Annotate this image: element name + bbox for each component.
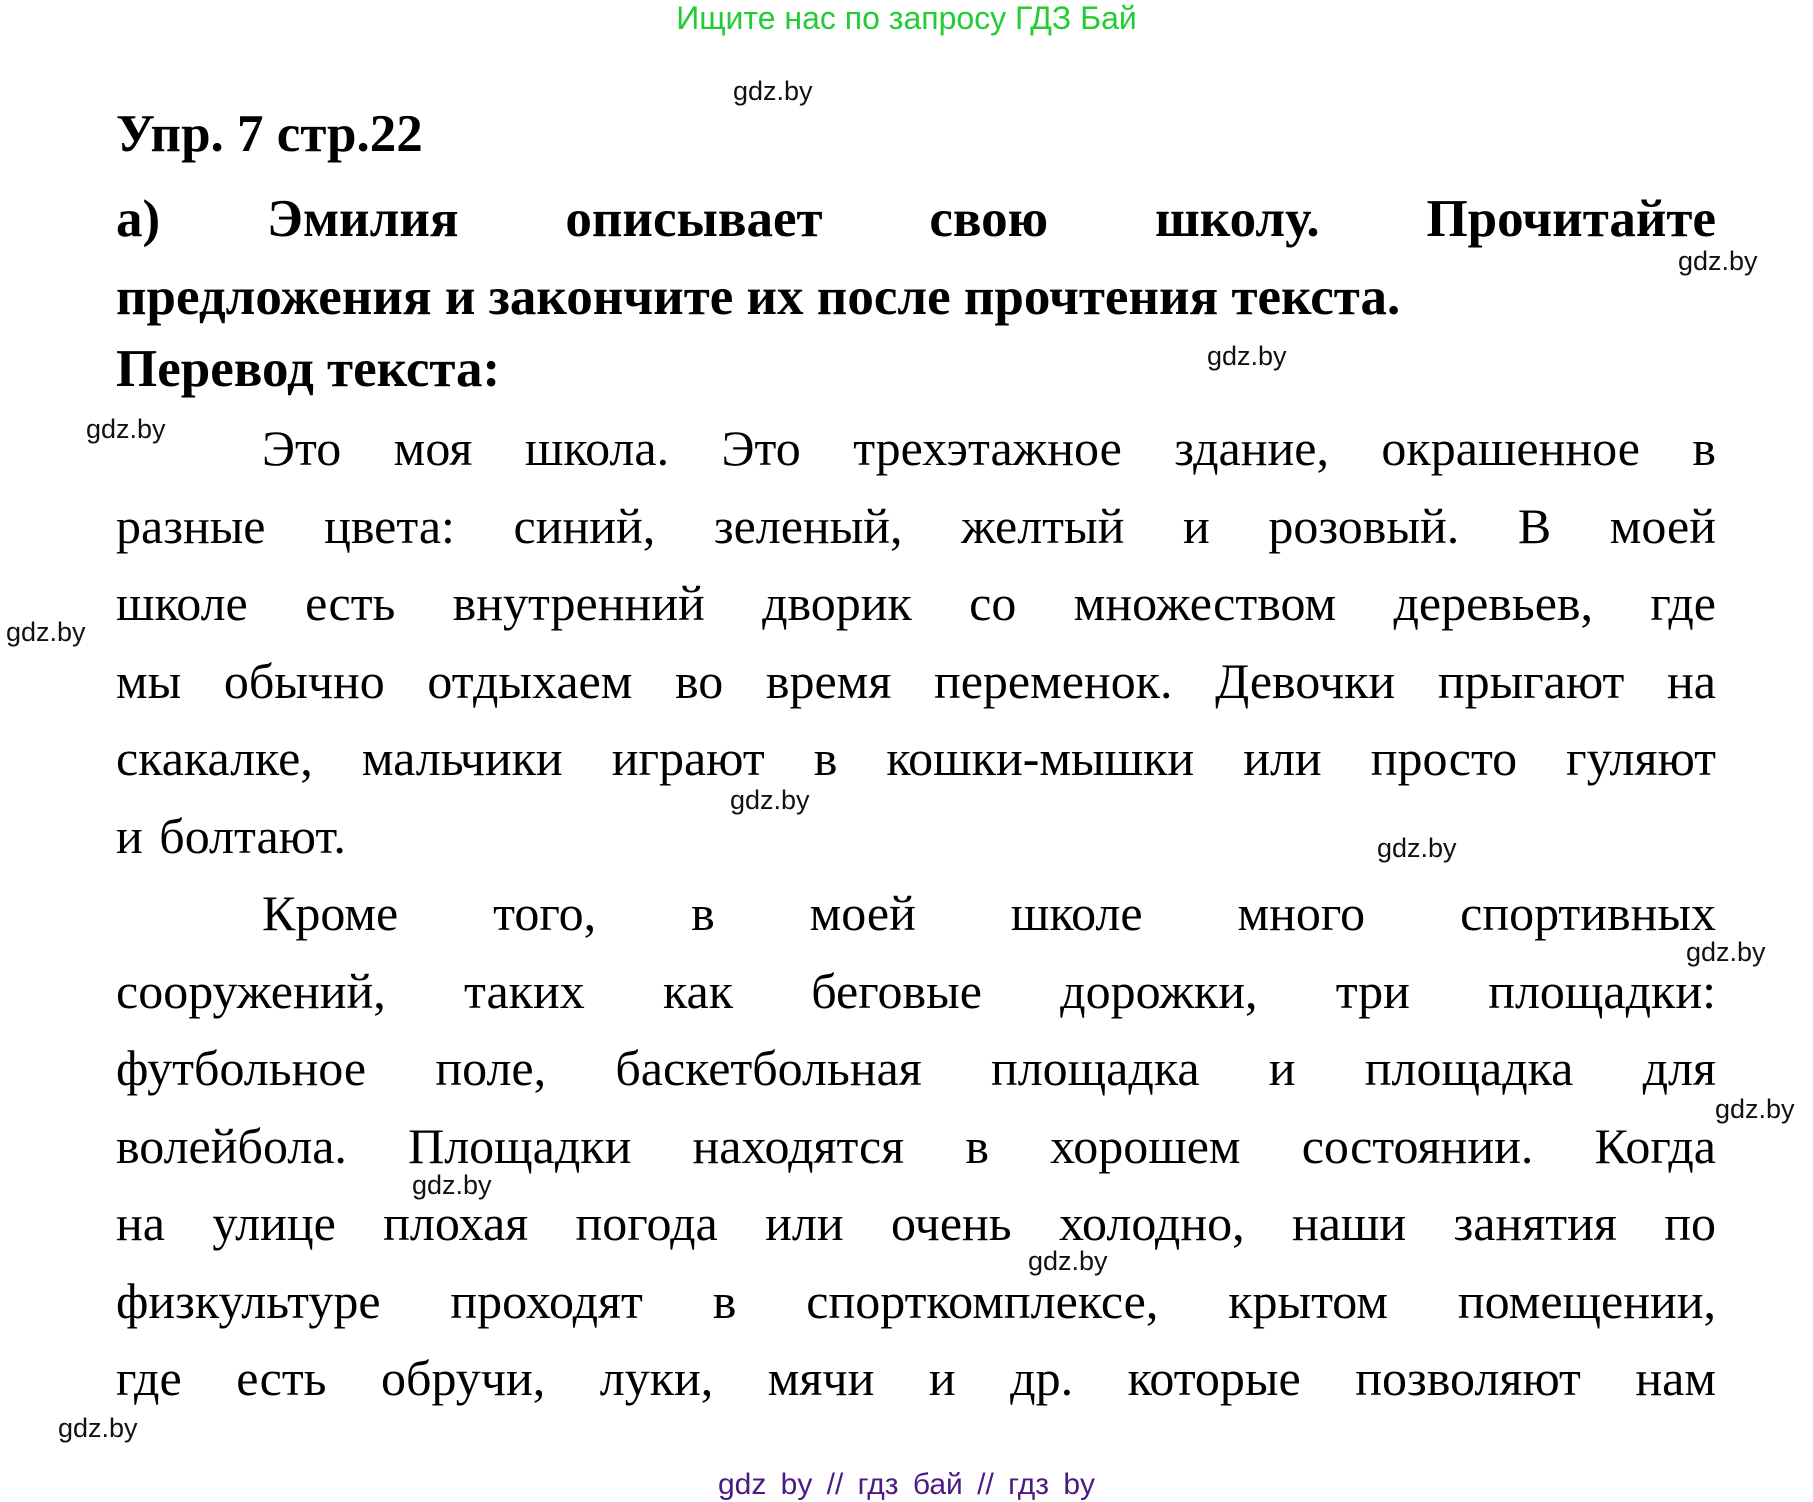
site-footer: gdz by // гдз бай // гдз by [717,1468,1096,1501]
task-line: предложения и закончите их после прочтения текста. [116,268,1401,326]
paragraph-line: на улице плохая погода или очень холодно, наши занятия по [116,1195,1716,1251]
paragraph-line: мы обычно отдыхаем во время переменок. Девочки прыгают на [116,652,1716,709]
watermark-text: gdz.by [86,414,166,444]
paragraph-line: Кроме того, в моей школе много спортивных [262,885,1716,941]
task-line: а) Эмилия описывает свою школу. Прочитайте [116,190,1716,248]
exercise-title: Упр. 7 стр.22 [116,105,423,163]
paragraph-1 [116,410,1716,875]
paragraph-line: физкультуре проходят в спорткомплексе, крытом помещении, [116,1272,1716,1329]
paragraph-line: где есть обручи, луки, мячи и др. которые позволяют нам [116,1350,1716,1406]
watermark-text: gdz.by [1686,937,1766,967]
paragraph-line: скакалке, мальчики играют в кошки-мышки или просто гуляют [116,730,1716,786]
watermark-text: gdz.by [730,785,810,815]
watermark-text: gdz.by [1207,341,1287,371]
search-banner: Ищите нас по запросу ГДЗ Бай [676,0,1137,36]
watermark-text: gdz.by [58,1413,138,1443]
translation-subtitle: Перевод текста: [116,340,501,398]
paragraph-line: волейбола. Площадки находятся в хорошем состоянии. Когда [116,1117,1716,1174]
paragraph-line: Это моя школа. Это трехэтажное здание, окрашенное в [262,420,1716,476]
watermark-text: gdz.by [1715,1094,1795,1124]
watermark-text: gdz.by [6,617,86,647]
watermark-text: gdz.by [1678,246,1758,276]
paragraph-2 [116,875,1716,1418]
task-description [116,180,1716,336]
watermark-text: gdz.by [733,76,813,106]
paragraph-line: сооружений, таких как беговые дорожки, три площадки: [116,962,1716,1019]
paragraph-line: разные цвета: синий, зеленый, желтый и розовый. В моей [116,497,1716,554]
watermark-text: gdz.by [1028,1246,1108,1276]
watermark-text: gdz.by [1377,833,1457,863]
watermark-text: gdz.by [412,1170,492,1200]
paragraph-line: футбольное поле, баскетбольная площадка и площадка для [116,1040,1716,1096]
paragraph-line: школе есть внутренний дворик со множеством деревьев, где [116,575,1716,631]
paragraph-line: и болтают. [116,807,346,864]
